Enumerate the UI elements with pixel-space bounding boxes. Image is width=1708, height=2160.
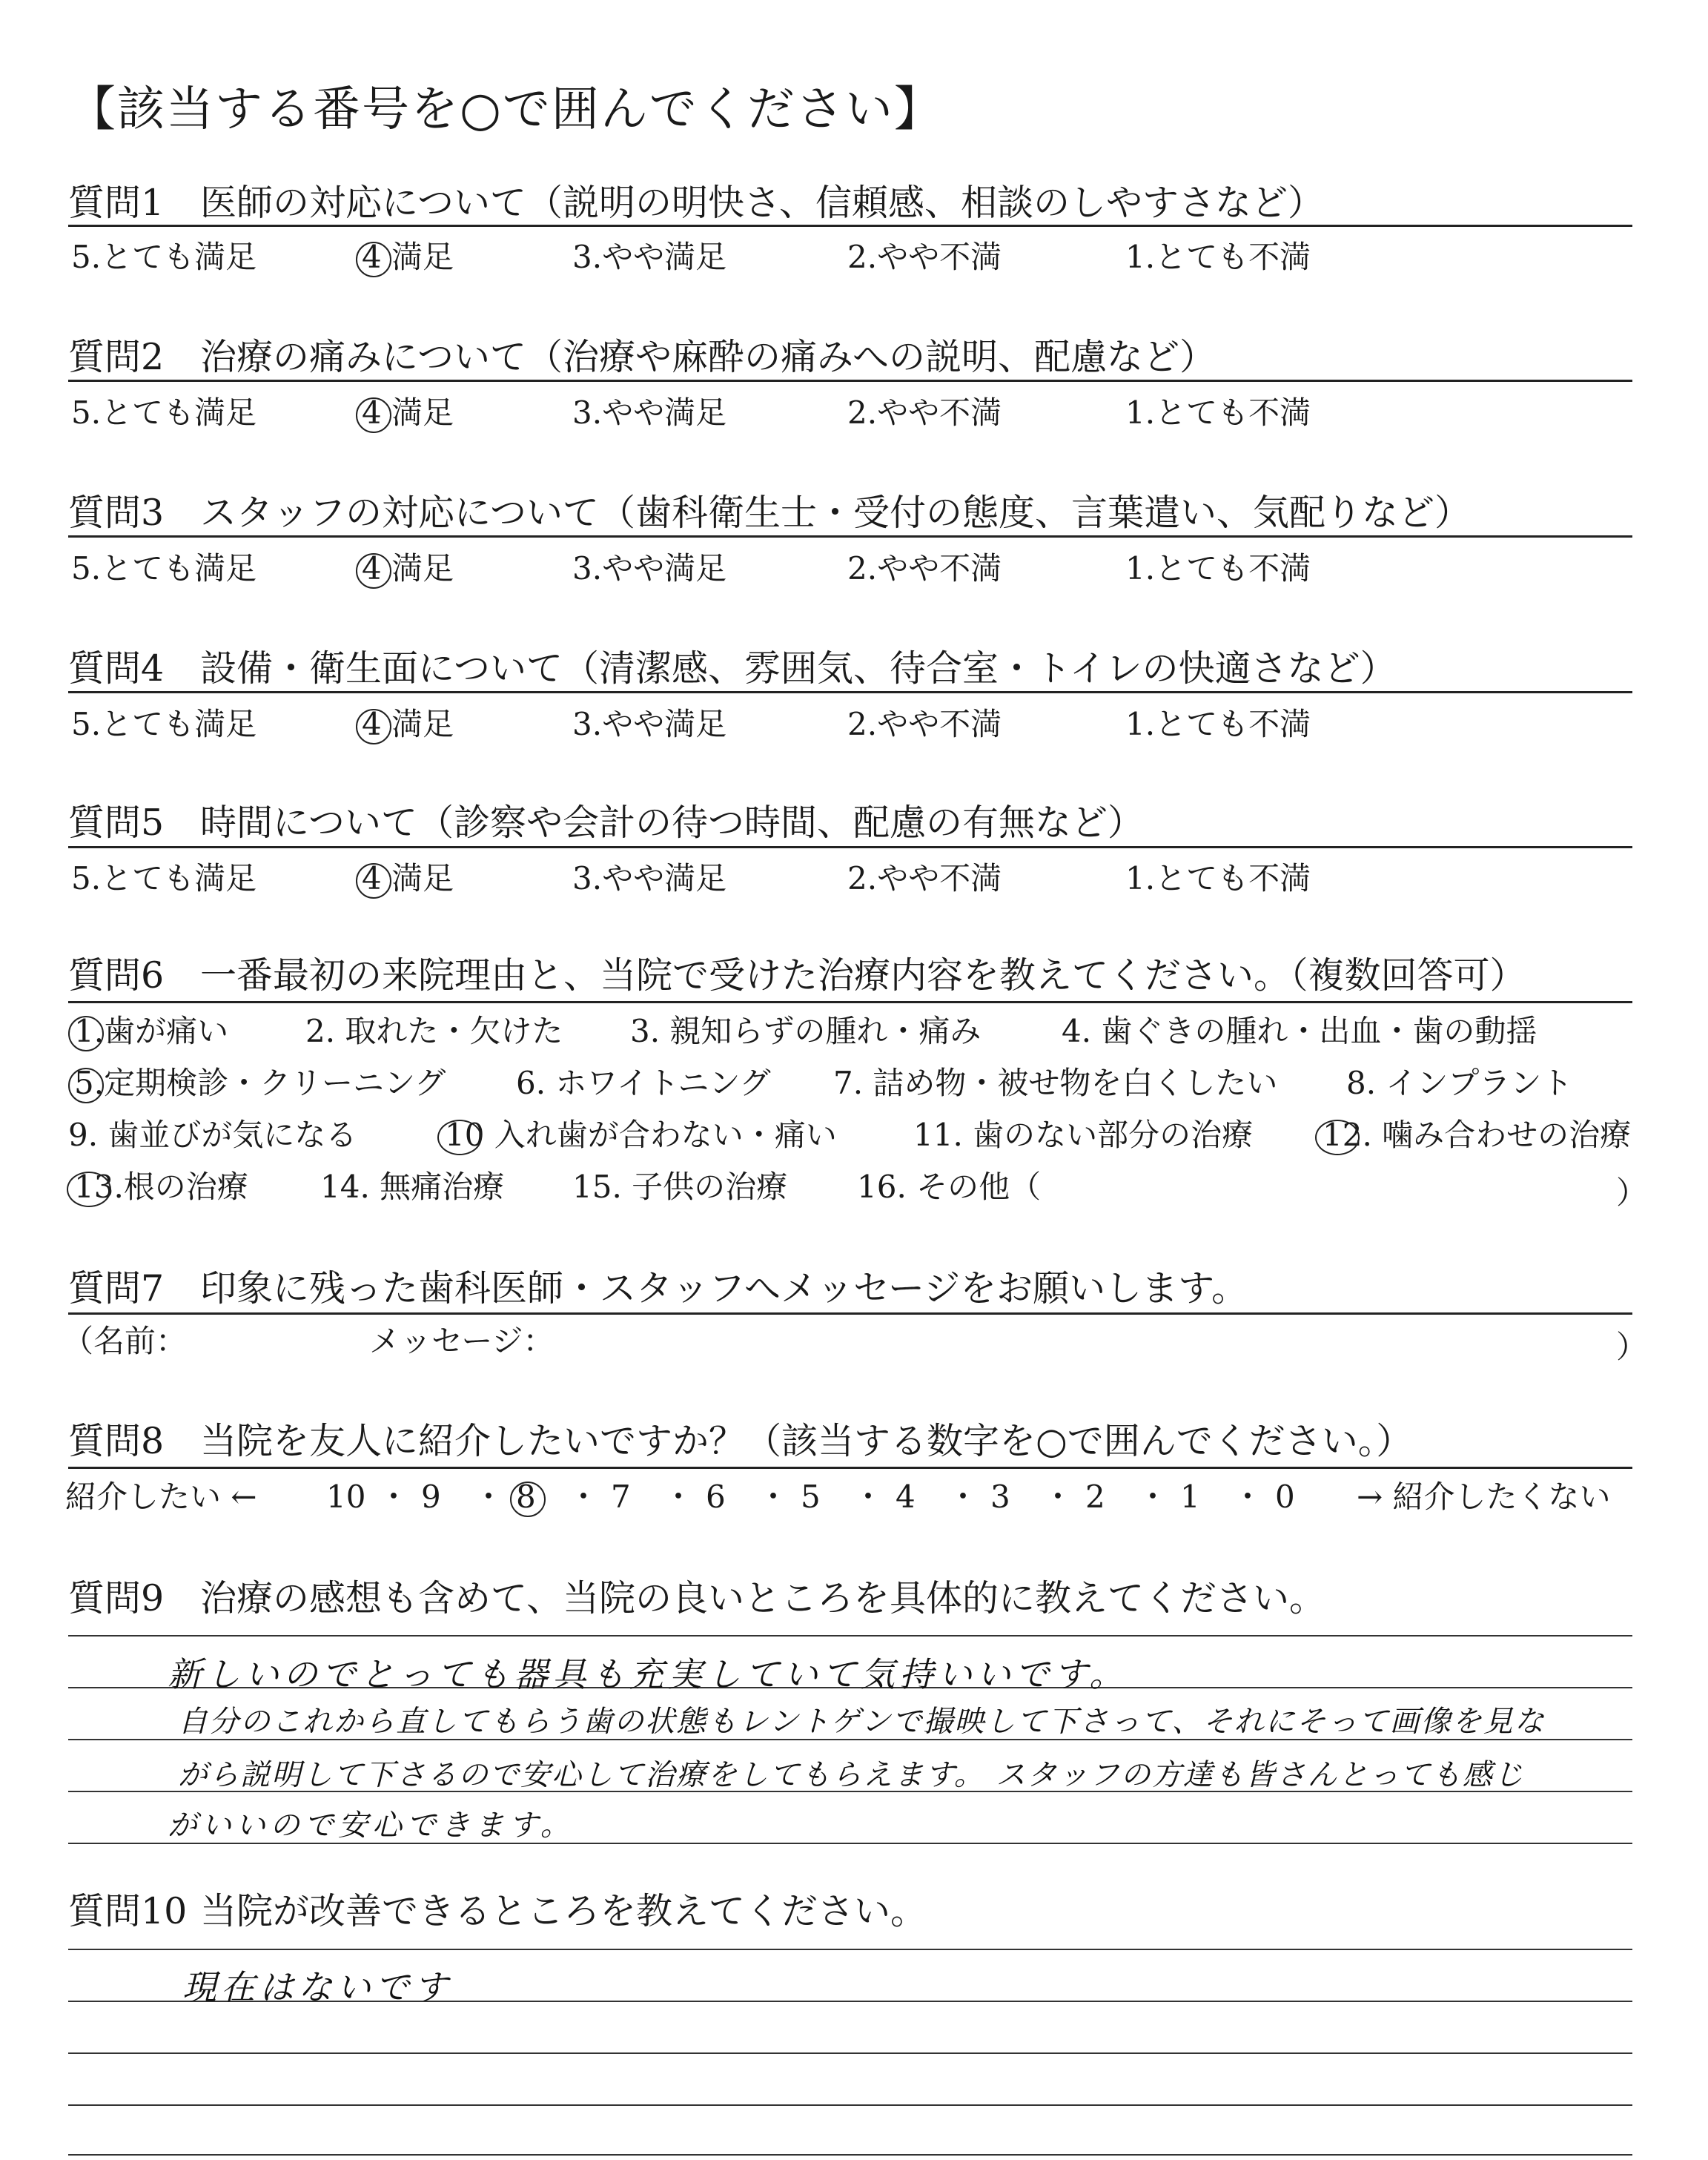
option-1[interactable]: 1.とても不満 — [1125, 860, 1311, 896]
scale-value[interactable]: 10 — [326, 1479, 366, 1515]
scale-value[interactable]: 0 — [1275, 1479, 1295, 1515]
selection-circle: 4 — [362, 706, 382, 742]
scale-separator: ・ — [947, 1479, 979, 1515]
scale-separator: ・ — [1137, 1479, 1169, 1515]
question-number: 質問1 — [68, 182, 165, 224]
scale-separator: ・ — [473, 1479, 505, 1515]
option-2[interactable]: 2.やや不満 — [847, 239, 1002, 275]
question-number: 質問3 — [68, 492, 165, 534]
question-text: スタッフの対応について（歯科衛生士・受付の態度、言葉遣い、気配りなど） — [200, 492, 1472, 534]
answer-line — [68, 2052, 1632, 2054]
option-5[interactable]: 5.とても満足 — [71, 550, 257, 587]
scale-value[interactable]: 9 — [421, 1479, 441, 1515]
option-5[interactable]: 5.とても満足 — [71, 239, 257, 275]
option-4-selected[interactable]: 4 満足 — [362, 394, 454, 431]
answer-line — [68, 1635, 1632, 1636]
option-2[interactable]: 2.やや不満 — [847, 706, 1002, 742]
reason-7[interactable]: 7. 詰め物・被せ物を白くしたい — [833, 1065, 1278, 1101]
option-3[interactable]: 3.やや満足 — [572, 239, 727, 275]
selection-circle: 4 — [362, 394, 382, 431]
recommend-right-label: → 紹介したくない — [1357, 1479, 1611, 1515]
reason-10-selected[interactable]: 10 入れ歯が合わない・痛い — [445, 1117, 837, 1153]
reason-8[interactable]: 8. インプラント — [1346, 1065, 1573, 1101]
question-text: 印象に残った歯科医師・スタッフへメッセージをお願いします。 — [200, 1267, 1248, 1309]
option-4-selected[interactable]: 4 満足 — [362, 239, 454, 275]
recommend-left-label: 紹介したい ← — [65, 1479, 257, 1515]
reason-3[interactable]: 3. 親知らずの腫れ・痛み — [630, 1013, 982, 1049]
selection-circle: 4 — [362, 239, 382, 275]
option-5[interactable]: 5.とても満足 — [71, 860, 257, 896]
handwritten-answer-line-4: がいいので安心できます。 — [168, 1809, 575, 1843]
option-2[interactable]: 2.やや不満 — [847, 394, 1002, 431]
handwritten-answer-line-2: 自分のこれから直してもらう歯の状態もレントゲンで撮映して下さって、それにそって画像を見な — [178, 1705, 1546, 1739]
scale-separator: ・ — [663, 1479, 695, 1515]
handwritten-answer-line-1: 新しいのでとっても器具も充実していて気持いいです。 — [168, 1654, 1128, 1694]
message-field-label[interactable]: メッセージ： — [369, 1323, 555, 1359]
question-number: 質問6 — [68, 954, 165, 997]
reason-6[interactable]: 6. ホワイトニング — [516, 1065, 771, 1101]
scale-separator: ・ — [758, 1479, 790, 1515]
question-text: 時間について（診察や会計の待つ時間、配慮の有無など） — [200, 802, 1145, 844]
option-2[interactable]: 2.やや不満 — [847, 860, 1002, 896]
reason-9[interactable]: 9. 歯並びが気になる — [68, 1117, 357, 1153]
question-text: 設備・衛生面について（清潔感、雰囲気、待合室・トイレの快適さなど） — [200, 647, 1397, 690]
reason-1-selected[interactable]: 1.歯が痛い — [74, 1013, 229, 1049]
scale-value[interactable]: 5 — [801, 1479, 821, 1515]
option-4-selected[interactable]: 4 満足 — [362, 706, 454, 742]
question-number: 質問9 — [68, 1577, 165, 1619]
rule — [68, 1001, 1632, 1003]
reason-14[interactable]: 14. 無痛治療 — [320, 1169, 505, 1205]
option-4-selected[interactable]: 4 満足 — [362, 550, 454, 587]
scale-value-selected[interactable]: 8 — [516, 1479, 536, 1515]
selection-circle: 4 — [362, 860, 382, 896]
reason-16-other[interactable]: 16. その他（ — [857, 1169, 1042, 1205]
reason-13-selected[interactable]: 13.根の治療 — [74, 1169, 248, 1205]
scale-separator: ・ — [853, 1479, 884, 1515]
scale-separator: ・ — [1232, 1479, 1264, 1515]
rule — [68, 691, 1632, 693]
question-text: 当院が改善できるところを教えてください。 — [200, 1890, 927, 1932]
question-number: 質問10 — [68, 1890, 188, 1932]
scale-separator: ・ — [568, 1479, 600, 1515]
option-3[interactable]: 3.やや満足 — [572, 860, 727, 896]
option-3[interactable]: 3.やや満足 — [572, 550, 727, 587]
reason-5-selected[interactable]: 5.定期検診・クリーニング — [74, 1065, 446, 1101]
scale-separator: ・ — [1042, 1479, 1074, 1515]
message-close-paren: ） — [1616, 1329, 1648, 1365]
reason-12-selected[interactable]: 12. 噛み合わせの治療 — [1323, 1117, 1632, 1153]
answer-line — [68, 2104, 1632, 2106]
scale-value[interactable]: 3 — [990, 1479, 1010, 1515]
question-number: 質問8 — [68, 1420, 165, 1462]
rule — [68, 1467, 1632, 1469]
option-1[interactable]: 1.とても不満 — [1125, 550, 1311, 587]
answer-line — [68, 2154, 1632, 2156]
option-1[interactable]: 1.とても不満 — [1125, 394, 1311, 431]
scale-value[interactable]: 1 — [1180, 1479, 1200, 1515]
reason-4[interactable]: 4. 歯ぐきの腫れ・出血・歯の動揺 — [1062, 1013, 1537, 1049]
option-1[interactable]: 1.とても不満 — [1125, 706, 1311, 742]
question-text: 一番最初の来院理由と、当院で受けた治療内容を教えてください。（複数回答可） — [200, 954, 1526, 997]
answer-line — [68, 1949, 1632, 1950]
reason-15[interactable]: 15. 子供の治療 — [572, 1169, 788, 1205]
option-4-selected[interactable]: 4 満足 — [362, 860, 454, 896]
rule — [68, 380, 1632, 382]
handwritten-answer-line-3: がら説明して下さるので安心して治療をしてもらえます。 スタッフの方達も皆さんとっても感じ — [178, 1758, 1525, 1792]
question-text: 当院を友人に紹介したいですか？（該当する数字を○で囲んでください。） — [200, 1420, 1413, 1462]
scale-separator: ・ — [378, 1479, 410, 1515]
scale-value[interactable]: 6 — [706, 1479, 726, 1515]
question-number: 質問2 — [68, 336, 165, 378]
option-5[interactable]: 5.とても満足 — [71, 706, 257, 742]
question-number: 質問4 — [68, 647, 165, 690]
reason-11[interactable]: 11. 歯のない部分の治療 — [913, 1117, 1254, 1153]
option-2[interactable]: 2.やや不満 — [847, 550, 1002, 587]
scale-value[interactable]: 4 — [896, 1479, 916, 1515]
selection-circle: 4 — [362, 550, 382, 587]
page-title: 【該当する番号を○で囲んでください】 — [68, 82, 943, 137]
reason-2[interactable]: 2. 取れた・欠けた — [305, 1013, 563, 1049]
rule — [68, 846, 1632, 848]
handwritten-answer-q10: 現在はないです — [182, 1967, 452, 2007]
scale-value[interactable]: 7 — [611, 1479, 631, 1515]
question-number: 質問7 — [68, 1267, 165, 1309]
question-text: 治療の感想も含めて、当院の良いところを具体的に教えてください。 — [200, 1577, 1326, 1619]
scale-value[interactable]: 2 — [1085, 1479, 1105, 1515]
option-3[interactable]: 3.やや満足 — [572, 394, 727, 431]
question-number: 質問5 — [68, 802, 165, 844]
option-1[interactable]: 1.とても不満 — [1125, 239, 1311, 275]
rule — [68, 1312, 1632, 1315]
name-field-label[interactable]: （名前： — [62, 1323, 188, 1359]
option-5[interactable]: 5.とても満足 — [71, 394, 257, 431]
rule — [68, 225, 1632, 227]
other-close-paren: ） — [1616, 1175, 1648, 1211]
option-3[interactable]: 3.やや満足 — [572, 706, 727, 742]
question-text: 医師の対応について（説明の明快さ、信頼感、相談のしやすさなど） — [200, 182, 1325, 224]
rule — [68, 535, 1632, 538]
question-text: 治療の痛みについて（治療や麻酔の痛みへの説明、配慮など） — [200, 336, 1217, 378]
